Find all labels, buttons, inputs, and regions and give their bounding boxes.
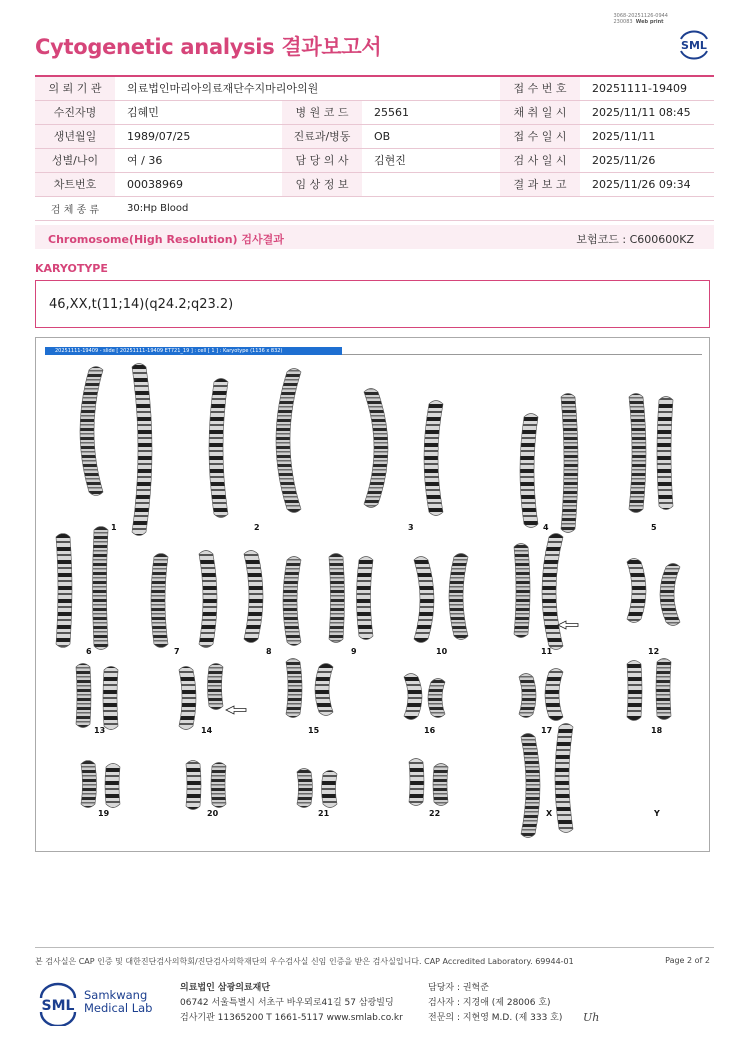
chromosome-13-b	[103, 667, 118, 730]
chromosome-X-b	[555, 724, 573, 833]
staff-specialist: 전문의 : 지현영 M.D. (제 333 호)	[428, 1013, 563, 1023]
print-id-line1: 3068-20251126-0944	[613, 13, 668, 19]
arrow-chromosome-11	[558, 621, 578, 629]
staff-manager: 담당자 : 권혁준	[428, 983, 489, 993]
result-section-title: Chromosome(High Resolution) 검사결과	[48, 233, 284, 246]
chromosome-X-a	[521, 734, 540, 838]
karyogram-image	[35, 337, 710, 852]
value-hospital-code: 25561	[362, 100, 500, 124]
chromosome-10-a	[414, 557, 434, 643]
chromosome-15-a	[286, 659, 302, 718]
org-address-block	[180, 981, 403, 1026]
value-specimen: 30:Hp Blood	[115, 196, 714, 220]
info-row-chart	[35, 172, 714, 196]
chromosome-1-a	[80, 367, 103, 496]
chromosome-8-b	[283, 557, 301, 646]
label-sex-age: 성별/나이	[35, 148, 115, 172]
label-birth-date: 생년월일	[35, 124, 115, 148]
chromosome-3-b	[424, 401, 443, 516]
chromosome-label-1: 1	[111, 523, 117, 532]
karyotype-result-box	[35, 280, 710, 328]
wordmark-line1: Samkwang	[84, 988, 148, 1002]
chromosome-5-b	[657, 397, 673, 510]
chromosome-11-b	[542, 534, 563, 650]
specialist-signature: Uh	[583, 1011, 600, 1024]
chromosome-6-a	[56, 534, 72, 648]
label-chart-no: 차트번호	[35, 172, 115, 196]
samkwang-wordmark	[84, 989, 152, 1015]
chromosome-label-layer	[86, 523, 663, 818]
chromosome-label-11: 11	[541, 647, 553, 656]
value-sex-age: 여 / 36	[115, 148, 282, 172]
info-row-institution	[35, 76, 714, 100]
value-doctor: 김현진	[362, 148, 500, 172]
chromosome-17-b	[545, 669, 563, 721]
value-clinical-info	[362, 172, 500, 196]
label-test-date: 검 사 일 시	[500, 148, 580, 172]
print-id	[613, 13, 668, 25]
label-doctor: 담 당 의 사	[282, 148, 362, 172]
value-birth-date: 1989/07/25	[115, 124, 282, 148]
chromosome-21-a	[297, 769, 313, 808]
chromosome-16-b	[428, 679, 445, 718]
chromosome-19-a	[81, 761, 97, 808]
chromosome-label-15: 15	[308, 726, 320, 735]
chromosome-13-a	[76, 664, 91, 728]
karyogram-titlebar: 20251111-19409 - slide [ 20251111-19409 ET721_19 ] : cell [ 1 ] : Karyotype (1136 x 832)	[45, 347, 342, 355]
chromosome-7-a	[151, 554, 168, 648]
value-department: OB	[362, 124, 500, 148]
chromosome-2-b	[276, 369, 301, 513]
label-department: 진료과/병동	[282, 124, 362, 148]
karyotype-label: KARYOTYPE	[35, 262, 108, 275]
chromosome-label-4: 4	[543, 523, 549, 532]
chromosome-label-Y: Y	[654, 809, 660, 818]
page-number: Page 2 of 2	[665, 956, 710, 965]
chromosome-18-b	[656, 659, 671, 720]
chromosome-8-a	[244, 551, 263, 643]
label-institution: 의 뢰 기 관	[35, 76, 115, 100]
chromosome-layer	[56, 364, 680, 838]
chromosome-label-18: 18	[651, 726, 663, 735]
chromosome-label-12: 12	[648, 647, 660, 656]
chromosome-4-b	[561, 394, 578, 533]
chromosome-14-a	[179, 667, 196, 730]
chromosome-label-2: 2	[254, 523, 260, 532]
chromosome-label-20: 20	[207, 809, 219, 818]
result-section-bar	[35, 225, 714, 249]
sml-logo-bottom-text: SML	[41, 998, 75, 1014]
chromosome-1-b	[132, 364, 152, 536]
insurance-code: 보험코드 : C600600KZ	[576, 233, 694, 246]
chromosome-label-X: X	[546, 809, 553, 818]
chromosome-18-a	[627, 661, 642, 721]
chromosome-3-a	[364, 389, 388, 508]
info-row-birth	[35, 124, 714, 148]
value-receipt-date: 2025/11/11	[580, 124, 714, 148]
chromosome-label-8: 8	[266, 647, 272, 656]
chromosome-4-a	[520, 414, 538, 528]
chromosome-2-a	[209, 379, 228, 518]
arrow-chromosome-14	[226, 706, 246, 714]
chromosome-20-b	[211, 763, 226, 808]
sml-logo-top-text: SML	[681, 39, 707, 52]
info-row-sex-age	[35, 148, 714, 172]
chromosome-16-a	[404, 674, 422, 720]
chromosome-label-5: 5	[651, 523, 657, 532]
chromosome-label-10: 10	[436, 647, 448, 656]
label-hospital-code: 병 원 코 드	[282, 100, 362, 124]
org-address: 06742 서울특별시 서초구 바우뫼로41길 57 삼광빌딩	[180, 998, 394, 1008]
label-collection-time: 채 취 일 시	[500, 100, 580, 124]
label-clinical-info: 임 상 정 보	[282, 172, 362, 196]
chromosome-label-6: 6	[86, 647, 92, 656]
chromosome-label-17: 17	[541, 726, 553, 735]
chromosome-11-a	[514, 544, 530, 638]
org-contact: 검사기관 11365200 T 1661-5117 www.smlab.co.kr	[180, 1013, 403, 1023]
staff-tester: 검사자 : 지경애 (제 28006 호)	[428, 998, 551, 1008]
chromosome-15-b	[315, 664, 333, 716]
karyotype-result: 46,XX,t(11;14)(q24.2;q23.2)	[49, 297, 234, 312]
chromosome-label-9: 9	[351, 647, 357, 656]
chromosome-label-3: 3	[408, 523, 414, 532]
patient-info-table	[35, 75, 714, 221]
value-report-time: 2025/11/26 09:34	[580, 172, 714, 196]
chromosome-12-a	[627, 559, 646, 623]
value-collection-time: 2025/11/11 08:45	[580, 100, 714, 124]
cap-accreditation-note: 본 검사실은 CAP 인증 및 대한진단검사의학회/진단검사의학재단의 우수검사실 신임 인증을 받은 검사실입니다. CAP Accredited Laboratory. 69944-01	[35, 957, 574, 966]
report-title: Cytogenetic analysis 결과보고서	[35, 35, 382, 59]
footer-divider	[35, 947, 714, 948]
web-print-label: Web print	[635, 19, 664, 25]
chromosome-10-b	[449, 554, 468, 640]
chromosome-label-14: 14	[201, 726, 213, 735]
chromosome-label-7: 7	[174, 647, 180, 656]
chromosome-14-b	[208, 664, 224, 710]
chromosome-label-22: 22	[429, 809, 441, 818]
org-name: 의료법인 삼광의료재단	[180, 983, 271, 993]
chromosome-22-b	[433, 764, 448, 806]
info-row-patient	[35, 100, 714, 124]
chromosome-12-b	[660, 564, 680, 626]
chromosome-19-b	[105, 764, 120, 808]
sml-logo-bottom	[36, 982, 80, 1026]
staff-block	[428, 981, 562, 1026]
value-test-date: 2025/11/26	[580, 148, 714, 172]
chromosome-22-a	[409, 759, 424, 806]
chromosome-20-a	[186, 761, 201, 810]
chromosome-label-16: 16	[424, 726, 436, 735]
label-receipt-date: 접 수 일 시	[500, 124, 580, 148]
value-receipt-no: 20251111-19409	[580, 76, 714, 100]
chromosome-7-b	[199, 551, 217, 648]
chromosome-17-a	[519, 674, 536, 718]
chromosome-label-21: 21	[318, 809, 330, 818]
chromosome-9-a	[329, 554, 345, 643]
chromosome-6-b	[93, 527, 109, 650]
info-row-specimen	[35, 196, 714, 220]
value-patient-name: 김혜민	[115, 100, 282, 124]
chromosome-label-19: 19	[98, 809, 110, 818]
label-patient-name: 수진자명	[35, 100, 115, 124]
print-id-line2: 230083	[613, 19, 633, 25]
chromosome-label-13: 13	[94, 726, 106, 735]
chromosome-21-b	[322, 771, 338, 808]
label-specimen: 검 체 종 류	[35, 196, 115, 220]
karyogram-canvas	[36, 338, 711, 853]
label-receipt-no: 접 수 번 호	[500, 76, 580, 100]
sml-logo-top	[676, 26, 712, 62]
chromosome-5-a	[629, 394, 646, 513]
wordmark-line2: Medical Lab	[84, 1001, 153, 1015]
chromosome-9-b	[357, 557, 374, 640]
value-chart-no: 00038969	[115, 172, 282, 196]
value-institution: 의료법인마리아의료재단수지마리아의원	[115, 76, 500, 100]
label-report-time: 결 과 보 고	[500, 172, 580, 196]
